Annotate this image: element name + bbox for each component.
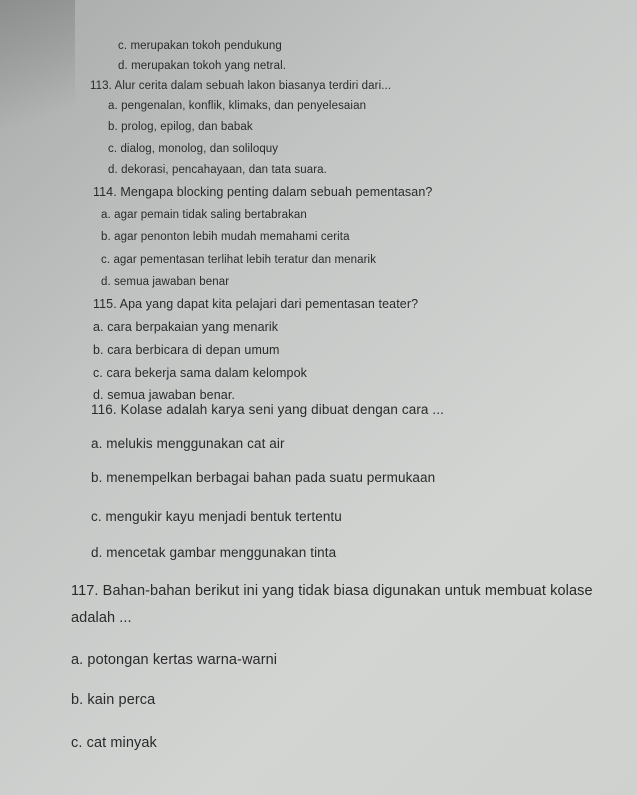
- q112-option-d: d. merupakan tokoh yang netral.: [118, 60, 287, 72]
- q117-option-c: c. cat minyak: [71, 735, 157, 751]
- q116-option-d: d. mencetak gambar menggunakan tinta: [91, 545, 337, 560]
- page-corner-shadow: [0, 0, 75, 140]
- q113-option-a: a. pengenalan, konflik, klimaks, dan penyelesaian: [108, 100, 367, 112]
- q116-option-a: a. melukis menggunakan cat air: [91, 436, 285, 451]
- q114-option-c: c. agar pementasan terlihat lebih teratur dan menarik: [101, 254, 377, 266]
- q117-question-line1: 117. Bahan-bahan berikut ini yang tidak biasa digunakan untuk membuat kolase: [71, 583, 593, 599]
- q114-option-a: a. agar pemain tidak saling bertabrakan: [101, 209, 307, 221]
- q117-option-a: a. potongan kertas warna-warni: [71, 652, 278, 668]
- q112-option-c: c. merupakan tokoh pendukung: [118, 40, 282, 52]
- q115-option-a: a. cara berpakaian yang menarik: [93, 320, 279, 334]
- q114-question: 114. Mengapa blocking penting dalam sebuah pementasan?: [93, 185, 433, 199]
- q113-question: 113. Alur cerita dalam sebuah lakon biasanya terdiri dari...: [90, 80, 392, 92]
- q114-option-d: d. semua jawaban benar: [101, 276, 230, 288]
- q115-option-d: d. semua jawaban benar.: [93, 388, 235, 402]
- q116-option-c: c. mengukir kayu menjadi bentuk tertentu: [91, 509, 342, 524]
- q113-option-b: b. prolog, epilog, dan babak: [108, 121, 253, 133]
- q116-option-b: b. menempelkan berbagai bahan pada suatu permukaan: [91, 470, 436, 485]
- q113-option-d: d. dekorasi, pencahayaan, dan tata suara.: [108, 164, 327, 176]
- q117-option-b: b. kain perca: [71, 692, 156, 708]
- q113-option-c: c. dialog, monolog, dan soliloquy: [108, 143, 279, 155]
- q114-option-b: b. agar penonton lebih mudah memahami cerita: [101, 231, 350, 243]
- q116-question: 116. Kolase adalah karya seni yang dibuat dengan cara ...: [91, 402, 444, 417]
- q115-option-c: c. cara bekerja sama dalam kelompok: [93, 366, 308, 380]
- q117-question-line2: adalah ...: [71, 610, 132, 626]
- q115-option-b: b. cara berbicara di depan umum: [93, 343, 280, 357]
- q115-question: 115. Apa yang dapat kita pelajari dari pementasan teater?: [93, 297, 419, 311]
